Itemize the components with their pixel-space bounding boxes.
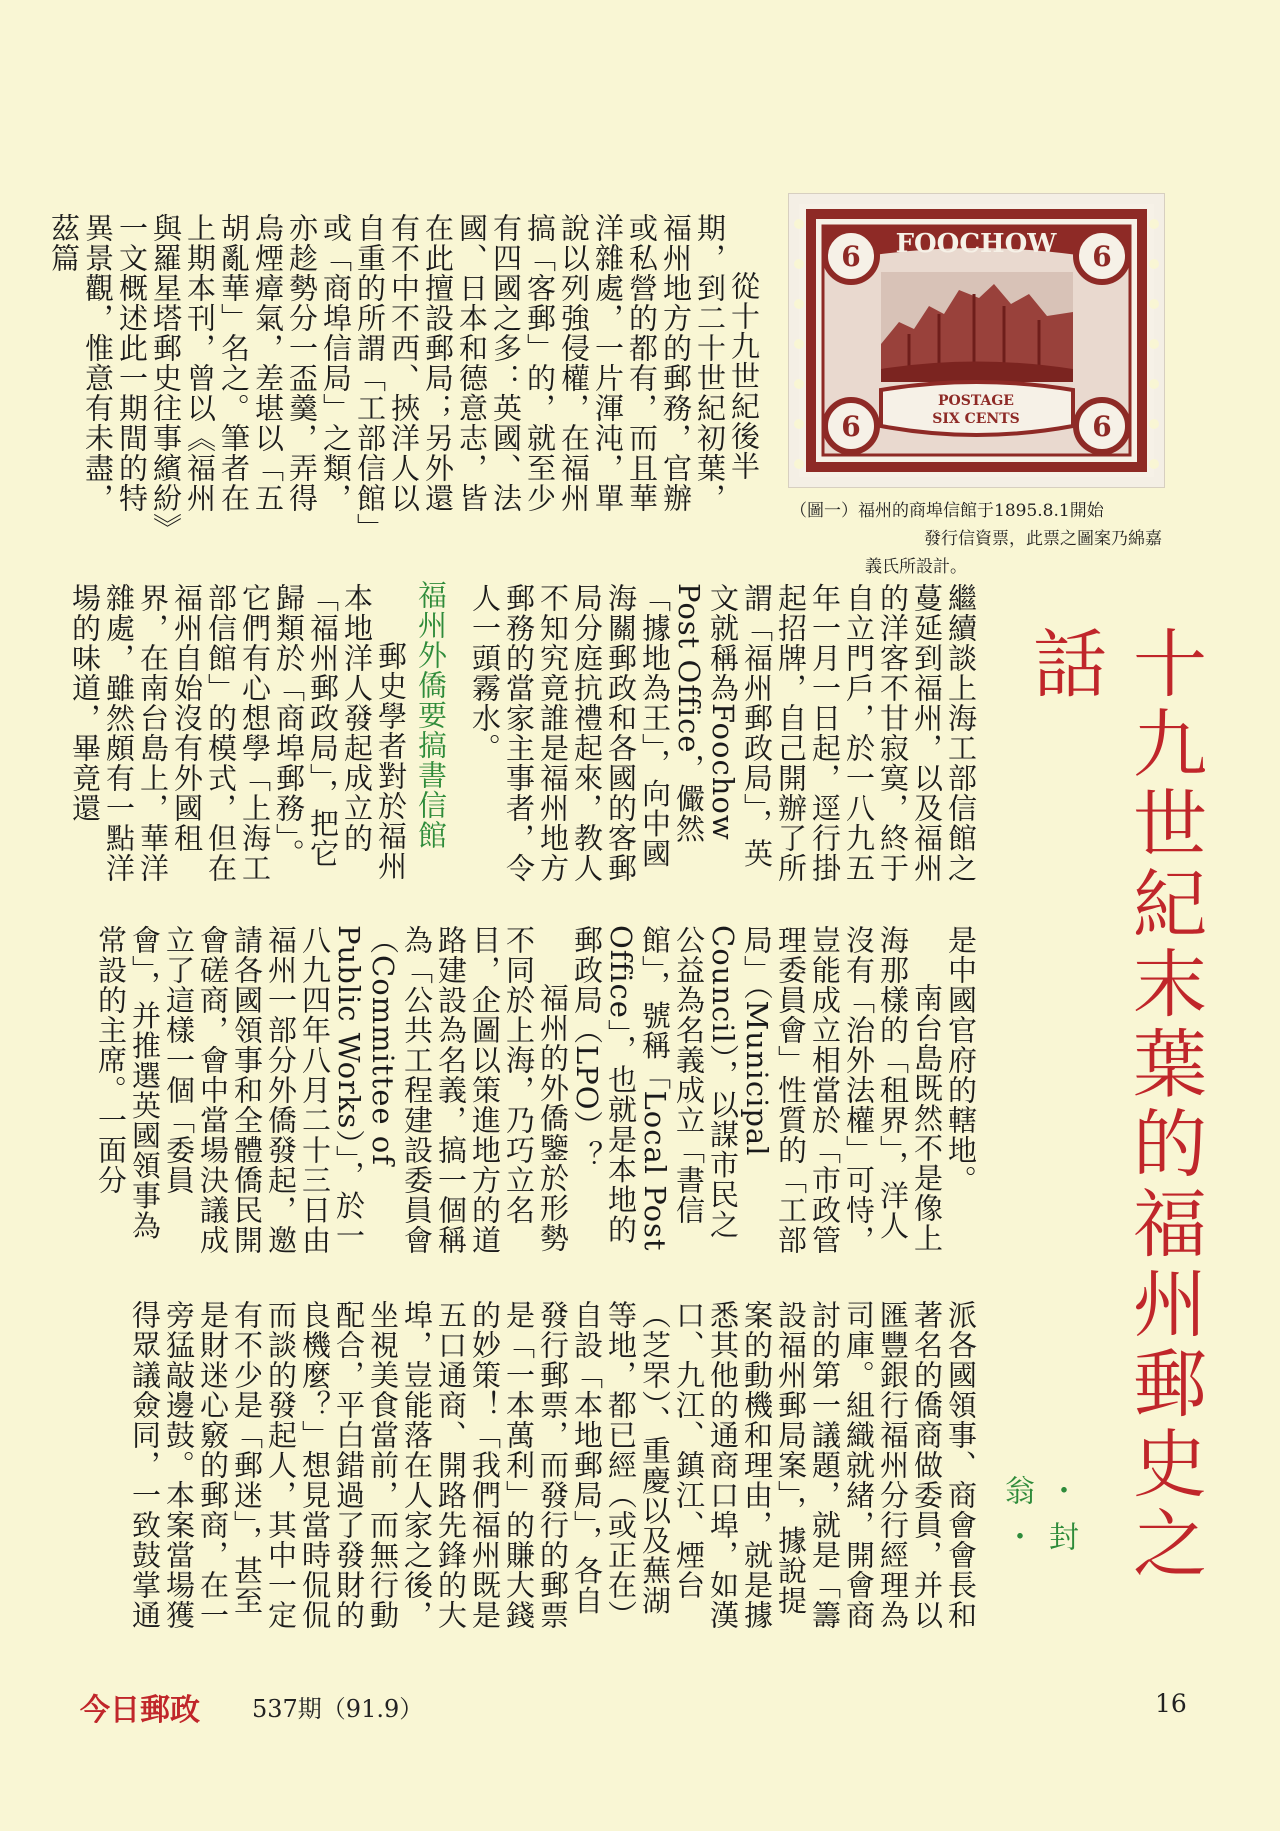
caption-line-1: （圖一）福州的商埠信館于1895.8.1開始	[790, 501, 1104, 521]
page-number: 16	[1155, 1689, 1187, 1718]
paragraph: 從十九世紀後半期，到二十世紀初葉，福州地方的郵務，官辦或私營的都有，而且華洋雜處，一片渾沌，單說以列強侵權，在福州搞「客郵」的，就至少有四國之多：英國、法國、日本和德意志，皆在此擅設郵局；另外還有不中不西、挾洋人以自重的所謂「工部信館」或「商埠信局」之類，亦趁勢分一盃羹，弄得烏煙瘴氣，差堪以「五胡亂華」名之。筆者在上期本刊，曾以《福州與羅星塔郵史往事繽紛》一文概述此一期間的特異景觀，惟意有未盡，茲篇	[47, 213, 761, 529]
caption-line-3: 義氏所設計。	[865, 557, 967, 577]
text-block-bottom	[78, 1300, 978, 1640]
stamp-image	[789, 194, 1164, 487]
paragraph: 派各國領事、商會會長和著名的僑商做委員，并以匯豐銀行福州分行經理為司庫。組織就緒，開會商討的第一議題，就是「籌設福州郵局案」，據說提案的動機和理由，就是據悉其他的通商口埠，如漢口、九江、鎮江、煙台（芝罘）、重慶以及蕪湖等地，都已經（或正在）自設「本地郵局」，各自發行郵票，而發行的郵票是「一本萬利」的賺大錢的妙策！「我們福州既是五口通商、開路先鋒的大埠，豈能落在人家之後，坐視美食當前，而無行動配合，平白錯過了發財的良機麼？」想見當時侃侃而談的發起人，其中一定有不少是「郵迷」，甚至是財迷心竅的郵商，在一旁猛敲邊鼓。本案當場獲得眾議僉同，一致鼓掌通	[128, 1300, 978, 1630]
paragraph: 繼續談上海工部信館之蔓延到福州，以及福州的洋客不甘寂寞，終于自立門戶，於一八九五年一月一日起，逕行掛起招牌，自己開辦了所謂「福州郵政局」，英文就稱為Foochow Post Office，儼然「據地為王」，向中國海關郵政和各國的客郵局分庭抗禮起來，教人不知究竟誰是福州地方郵務的當家主事者，令人一頭霧水。	[468, 583, 978, 883]
text-block-center	[78, 925, 978, 1265]
stamp-value-tr: 6	[1092, 240, 1112, 273]
text-block-middle-top	[470, 583, 978, 883]
stamp-caption	[790, 497, 1170, 581]
page-footer	[80, 1685, 1200, 1728]
stamp-postage-text: POSTAGE	[938, 393, 1014, 409]
section-subheading: 福州外僑要搞書信館	[414, 580, 448, 850]
stamp-value-bl: 6	[841, 410, 861, 443]
article-title: 十九世紀末葉的福州郵史之話	[1021, 625, 1207, 1585]
text-block-middle-left	[68, 583, 408, 883]
paragraph: 南台島既然不是像上海那樣的「租界」，洋人沒有「治外法權」可恃，豈能成立相當於「市政管理委員會」性質的「工部局」（Municipal Council），以謀市民之公益為名義成立「書信館」，號稱「Local Post Office」，也就是本地的郵政局（LPO）？	[570, 925, 944, 1255]
stamp-top-text: FOOCHOW	[895, 229, 1057, 259]
text-block-top-left	[47, 213, 761, 533]
caption-line-2: 發行信資票，此票之圖案乃綿嘉	[924, 529, 1162, 549]
paragraph: 福州的外僑鑒於形勢不同於上海，乃巧立名目，企圖以策進地方的道路建設為名義，搞一個稱為「公共工程建設委員會（Committee of Public Works）」，於一八九四年八月二十三日由福州一部分外僑發起，邀請各國領事和全體僑民開會磋商，會中當場決議成立了這樣一個「委員會」，并推選英國領事為常設的主席。一面分	[94, 925, 570, 1255]
magazine-name: 今日郵政	[80, 1693, 200, 1728]
stamp-value-br: 6	[1092, 410, 1112, 443]
article-author: ・封 翁・	[999, 1475, 1078, 1613]
issue-number: 537期（91.9）	[252, 1695, 424, 1723]
stamp-value-tl: 6	[841, 240, 861, 273]
stamp-figure	[788, 193, 1165, 488]
paragraph: 郵史學者對於福州本地洋人發起成立的「福州郵政局」，把它歸類於「商埠郵務」。它們有心想學「上海工部信館」的模式，但在福州自始沒有外國租界，在南台島上，華洋雜處，雖然頗有一點洋場的味道，畢竟還	[68, 583, 408, 883]
stamp-value-text: SIX CENTS	[932, 411, 1020, 427]
paragraph: 是中國官府的轄地。	[944, 925, 978, 1195]
